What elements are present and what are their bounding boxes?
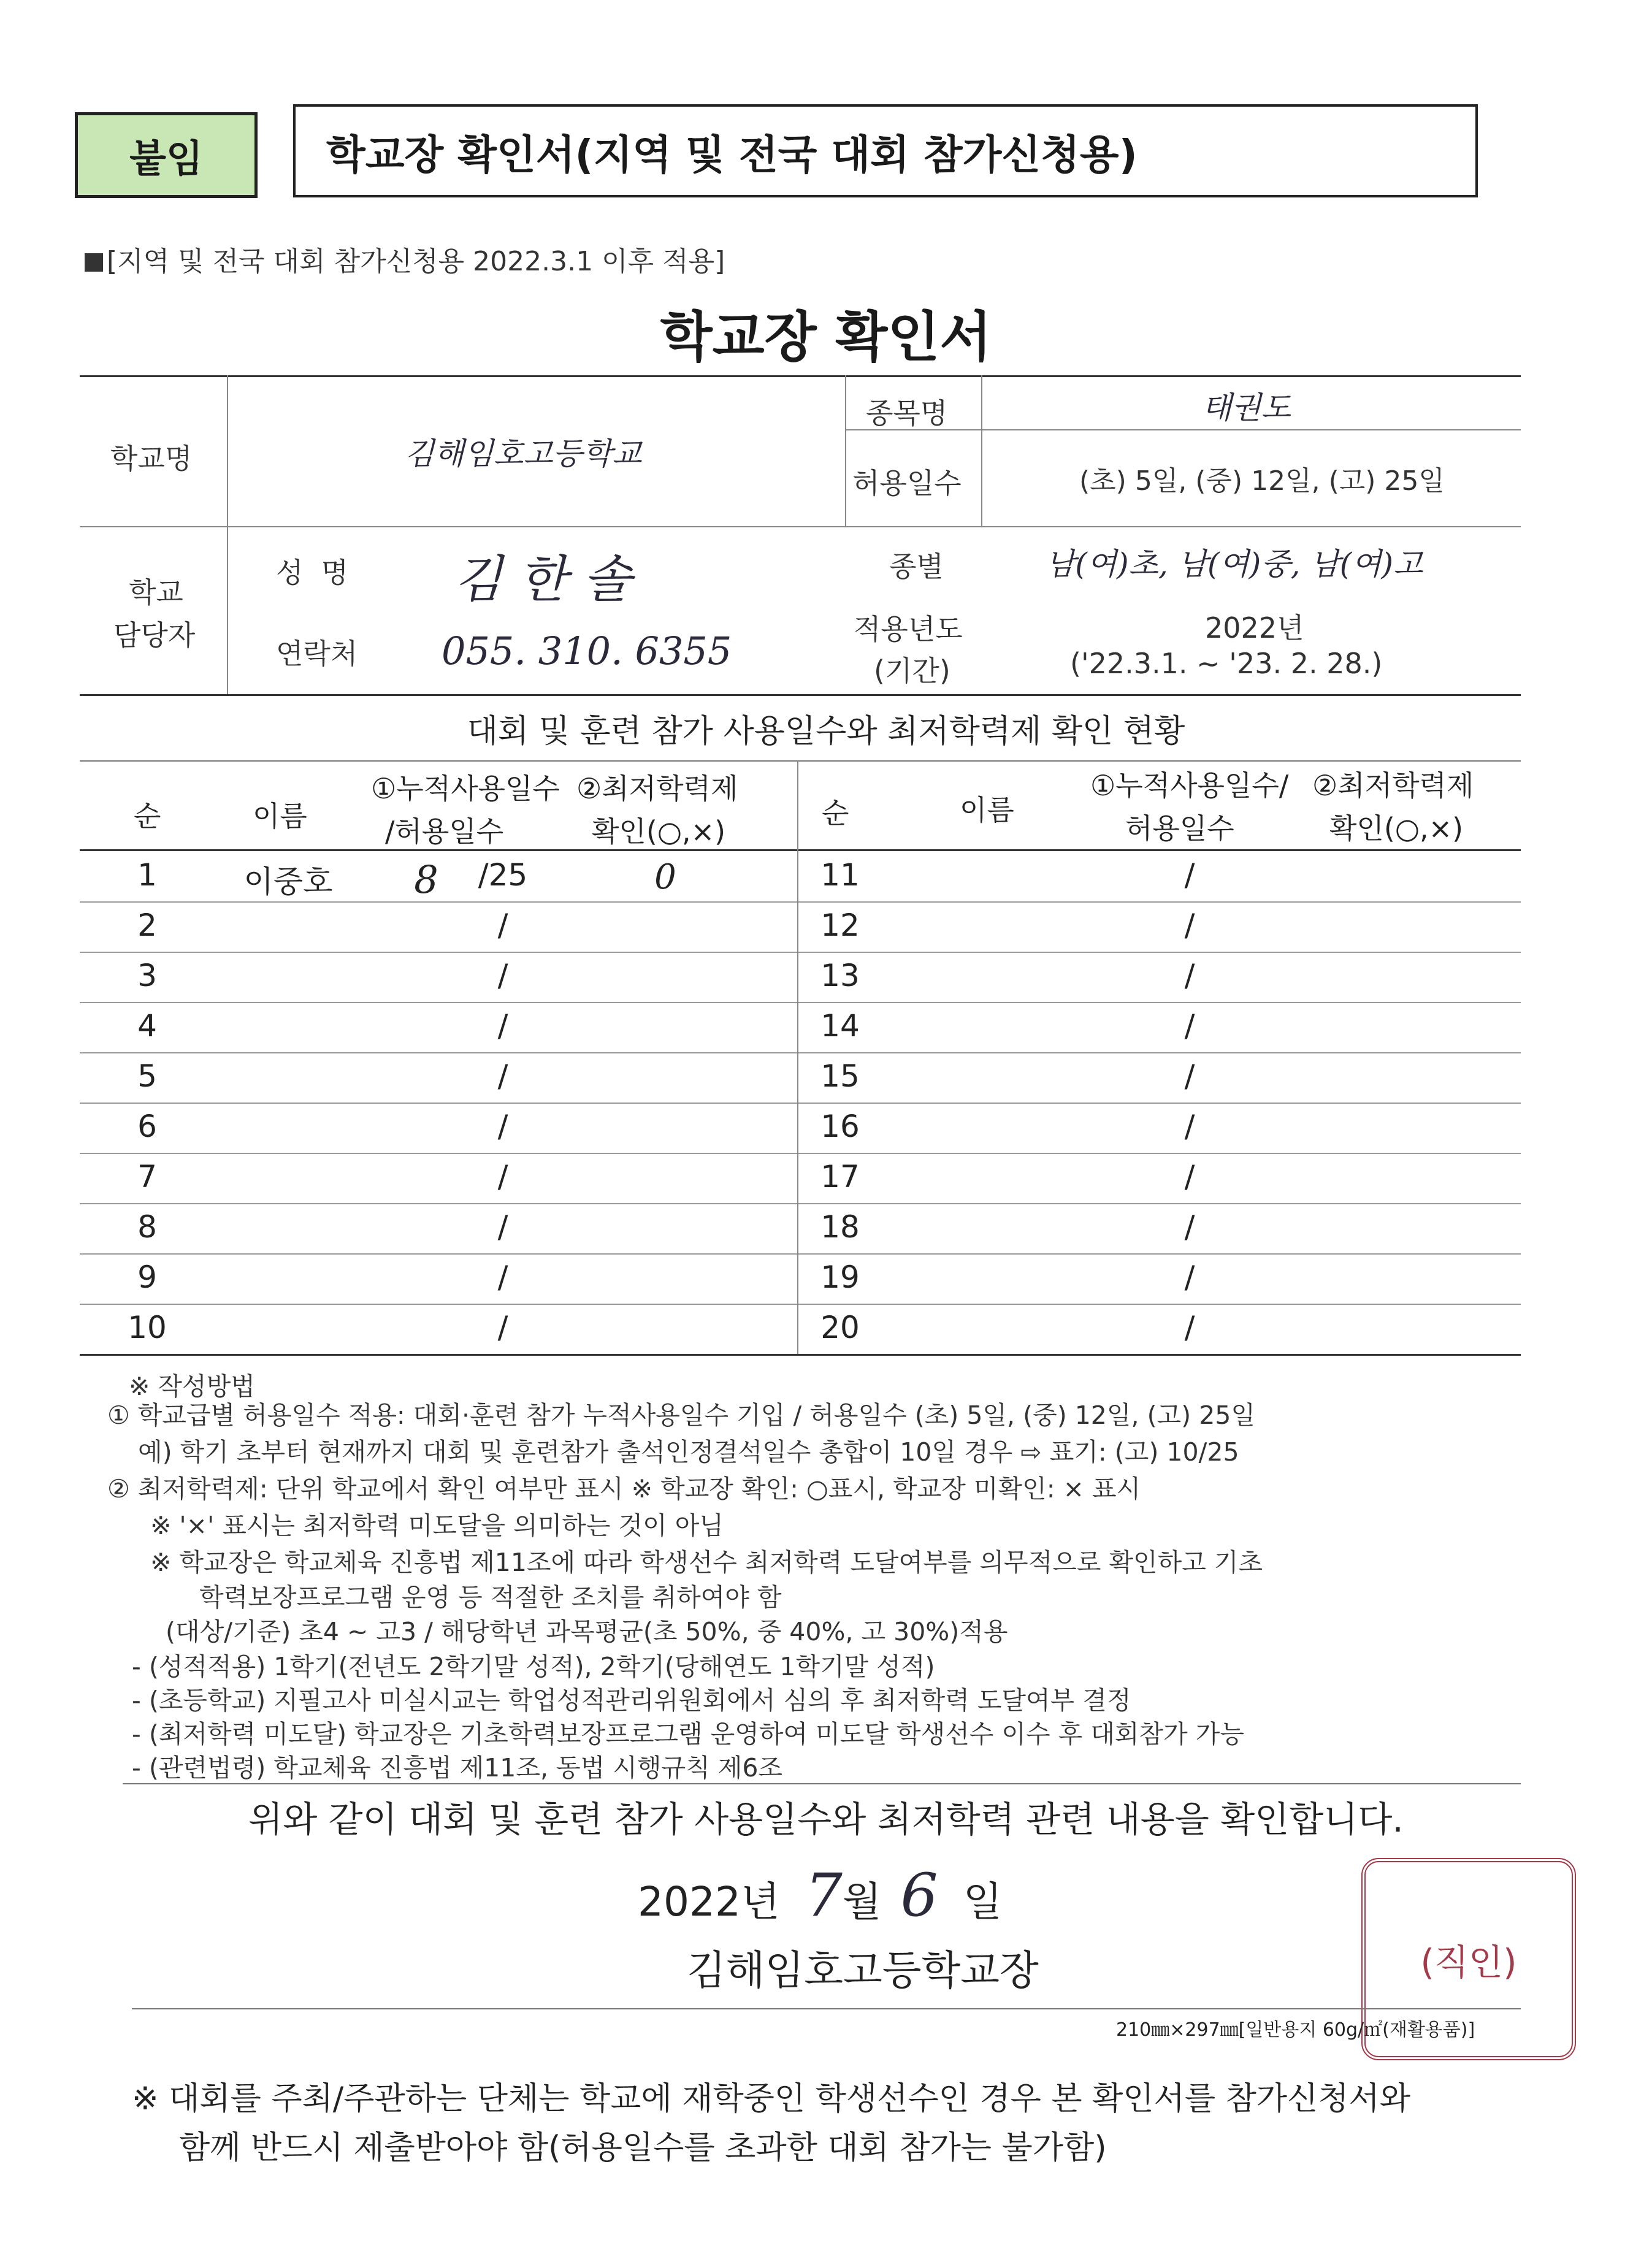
date-month: 7	[805, 1861, 843, 1930]
row-divider	[80, 1103, 1521, 1104]
row-divider	[80, 1052, 1521, 1053]
row-5-right-no: 15	[820, 1058, 860, 1094]
note-line-2: 예) 학기 초부터 현재까지 대회 및 훈련참가 출석인정결석일수 총합이 10일 경우 ⇨ 표기: (고) 10/25	[138, 1437, 1239, 1467]
row-divider	[80, 1153, 1521, 1154]
row-2-right-no: 12	[820, 908, 860, 943]
date-day: 6	[900, 1861, 938, 1930]
row-divider	[80, 1354, 1521, 1356]
row-2-left-no: 2	[137, 908, 157, 943]
confirmation-text: 위와 같이 대회 및 훈련 참가 사용일수와 최저학력 관련 내용을 확인합니다.	[248, 1798, 1404, 1840]
row-3-right-no: 13	[820, 958, 860, 993]
col-header-no-right: 순	[822, 797, 849, 830]
row-2-left-allow: /	[497, 908, 508, 943]
notes-bottom-line	[123, 1783, 1521, 1784]
document-title-box: 학교장 확인서(지역 및 전국 대회 참가신청용)	[293, 104, 1478, 197]
date-month-unit: 월	[842, 1878, 882, 1925]
manager-label-2: 담당자	[113, 619, 196, 652]
row-3-left-allow: /	[497, 958, 508, 993]
row-1-left-check: 0	[654, 857, 676, 897]
row-divider	[80, 1304, 1521, 1305]
type-label: 종별	[889, 550, 944, 583]
row-6-left-no: 6	[137, 1109, 157, 1144]
manager-label-1: 학교	[129, 576, 183, 609]
row-divider	[80, 1203, 1521, 1204]
row-10-left-no: 10	[128, 1310, 167, 1345]
sport-value: 태권도	[1202, 390, 1291, 426]
allowed-days-value: (초) 5일, (중) 12일, (고) 25일	[1079, 465, 1445, 497]
attachment-label: 붙임	[75, 112, 258, 198]
note-line-9: - (초등학교) 지필고사 미실시교는 학업성적관리위원회에서 심의 후 최저학력 도달여부 결정	[132, 1686, 1131, 1715]
row-6-right-no: 16	[820, 1109, 860, 1144]
note-line-6: 학력보장프로그램 운영 등 적절한 조치를 취하여야 함	[199, 1583, 782, 1612]
status-header-top-line	[80, 760, 1521, 762]
date-day-unit: 일	[963, 1878, 1003, 1925]
col-header-days-left-2: /허용일수	[385, 815, 504, 848]
col-header-check-left-1: ②최저학력제	[576, 772, 738, 805]
info-vline-4	[227, 526, 228, 694]
note-line-7: (대상/기준) 초4 ~ 고3 / 해당학년 과목평균(초 50%, 중 40%, 고 30%)적용	[166, 1617, 1008, 1646]
note-line-1: ① 학교급별 허용일수 적용: 대회·훈련 참가 누적사용일수 기입 / 허용일수 (초) 5일, (중) 12일, (고) 25일	[107, 1401, 1255, 1430]
note-line-3: ② 최저학력제: 단위 학교에서 확인 여부만 표시 ※ 학교장 확인: ○표시, 학교장 미확인: × 표시	[107, 1474, 1141, 1504]
col-header-check-right-1: ②최저학력제	[1312, 769, 1474, 802]
year-label-1: 적용년도	[854, 613, 963, 646]
col-header-days-right-2: 허용일수	[1125, 812, 1234, 845]
col-header-check-left-2: 확인(○,×)	[592, 815, 726, 848]
note-line-5: ※ 학교장은 학교체육 진흥법 제11조에 따라 학생선수 최저학력 도달여부를 의무적으로 확인하고 기초	[150, 1548, 1263, 1577]
row-1-left-no: 1	[137, 857, 157, 893]
row-9-right-slash: /	[1184, 1259, 1195, 1295]
row-5-right-slash: /	[1184, 1058, 1195, 1094]
row-10-left-allow: /	[497, 1310, 508, 1345]
row-4-left-no: 4	[137, 1008, 157, 1044]
info-vline-2	[845, 375, 846, 526]
info-vline-1	[227, 375, 228, 526]
row-6-right-slash: /	[1184, 1109, 1195, 1144]
row-5-left-allow: /	[497, 1058, 508, 1094]
row-1-right-slash: /	[1184, 857, 1195, 893]
manager-name-value: 김 한 솔	[454, 551, 632, 609]
row-3-left-no: 3	[137, 958, 157, 993]
contact-value: 055. 310. 6355	[442, 629, 732, 673]
sport-label: 종목명	[866, 397, 948, 430]
row-10-right-slash: /	[1184, 1310, 1195, 1345]
info-bottom-line	[80, 694, 1521, 696]
row-divider	[80, 1002, 1521, 1003]
row-8-left-no: 8	[137, 1209, 157, 1245]
row-7-left-no: 7	[137, 1159, 157, 1194]
row-2-right-slash: /	[1184, 908, 1195, 943]
note-line-10: - (최저학력 미도달) 학교장은 기초학력보장프로그램 운영하여 미도달 학생선수 이수 후 대회참가 가능	[132, 1719, 1244, 1749]
row-6-left-allow: /	[497, 1109, 508, 1144]
row-8-left-allow: /	[497, 1209, 508, 1245]
status-title: 대회 및 훈련 참가 사용일수와 최저학력제 확인 현황	[467, 713, 1185, 750]
square-bullet-icon	[85, 253, 103, 272]
row-4-left-allow: /	[497, 1008, 508, 1044]
type-value: 남(여)초, 남(여)중, 남(여)고	[1046, 546, 1423, 582]
row-9-left-no: 9	[137, 1259, 157, 1295]
paper-spec-line	[132, 2008, 1521, 2009]
contact-label: 연락처	[276, 637, 358, 670]
footer-line-2: 함께 반드시 제출받아야 함(허용일수를 초과한 대회 참가는 불가함)	[179, 2130, 1107, 2166]
year-label-2: (기간)	[874, 654, 950, 687]
row-4-right-slash: /	[1184, 1008, 1195, 1044]
col-header-name-right: 이름	[960, 793, 1014, 827]
notes-heading: ※ 작성방법	[129, 1372, 255, 1401]
notice-text: [지역 및 전국 대회 참가신청용 2022.3.1 이후 적용]	[107, 246, 725, 277]
info-mid-line	[80, 526, 1521, 527]
name-label: 성 명	[276, 556, 349, 589]
row-8-right-no: 18	[820, 1209, 860, 1245]
row-9-left-allow: /	[497, 1259, 508, 1295]
row-7-left-allow: /	[497, 1159, 508, 1194]
col-header-days-left-1: ①누적사용일수	[371, 772, 560, 805]
school-name-value: 김해임호고등학교	[405, 436, 642, 472]
note-line-11: - (관련법령) 학교체육 진흥법 제11조, 동법 시행규칙 제6조	[132, 1753, 783, 1783]
date-year: 2022년	[638, 1878, 780, 1925]
main-title: 학교장 확인서	[660, 305, 992, 369]
info-vline-3	[981, 375, 982, 526]
row-9-right-no: 19	[820, 1259, 860, 1295]
allowed-days-label: 허용일수	[852, 467, 962, 500]
row-1-left-used: 8	[414, 857, 438, 902]
note-line-4: ※ '×' 표시는 최저학력 미도달을 의미하는 것이 아님	[150, 1511, 724, 1540]
year-value: 2022년	[1205, 611, 1304, 644]
status-header-bottom-line	[80, 849, 1521, 851]
row-8-right-slash: /	[1184, 1209, 1195, 1245]
row-divider	[80, 952, 1521, 953]
row-1-left-allow: /25	[478, 857, 528, 893]
principal-name: 김해임호고등학교장	[687, 1947, 1039, 1994]
row-10-right-no: 20	[820, 1310, 860, 1345]
row-3-right-slash: /	[1184, 958, 1195, 993]
period-value: ('22.3.1. ~ '23. 2. 28.)	[1070, 647, 1383, 680]
row-divider	[80, 901, 1521, 903]
footer-line-1: ※ 대회를 주최/주관하는 단체는 학교에 재학중인 학생선수인 경우 본 확인서를 참가신청서와	[132, 2081, 1410, 2117]
confirmation-date	[638, 1861, 1002, 1930]
col-header-days-right-1: ①누적사용일수/	[1090, 769, 1289, 802]
row-4-right-no: 14	[820, 1008, 860, 1044]
row-7-right-slash: /	[1184, 1159, 1195, 1194]
paper-spec: 210㎜×297㎜[일반용지 60g/㎡(재활용품)]	[1116, 2019, 1475, 2041]
row-5-left-no: 5	[137, 1058, 157, 1094]
col-header-name-left: 이름	[253, 800, 307, 833]
notice-line	[85, 239, 725, 278]
table-center-divider	[797, 760, 798, 1354]
seal-text: (직인)	[1420, 1941, 1517, 1983]
row-7-right-no: 17	[820, 1159, 860, 1194]
row-1-left-name: 이중호	[243, 864, 333, 900]
row-1-right-no: 11	[820, 857, 860, 893]
school-name-label: 학교명	[110, 442, 193, 475]
col-header-no-left: 순	[134, 800, 161, 833]
info-top-line	[80, 375, 1521, 377]
col-header-check-right-2: 확인(○,×)	[1329, 812, 1464, 845]
row-divider	[80, 1253, 1521, 1255]
note-line-8: - (성적적용) 1학기(전년도 2학기말 성적), 2학기(당해연도 1학기말 성적)	[132, 1652, 935, 1681]
